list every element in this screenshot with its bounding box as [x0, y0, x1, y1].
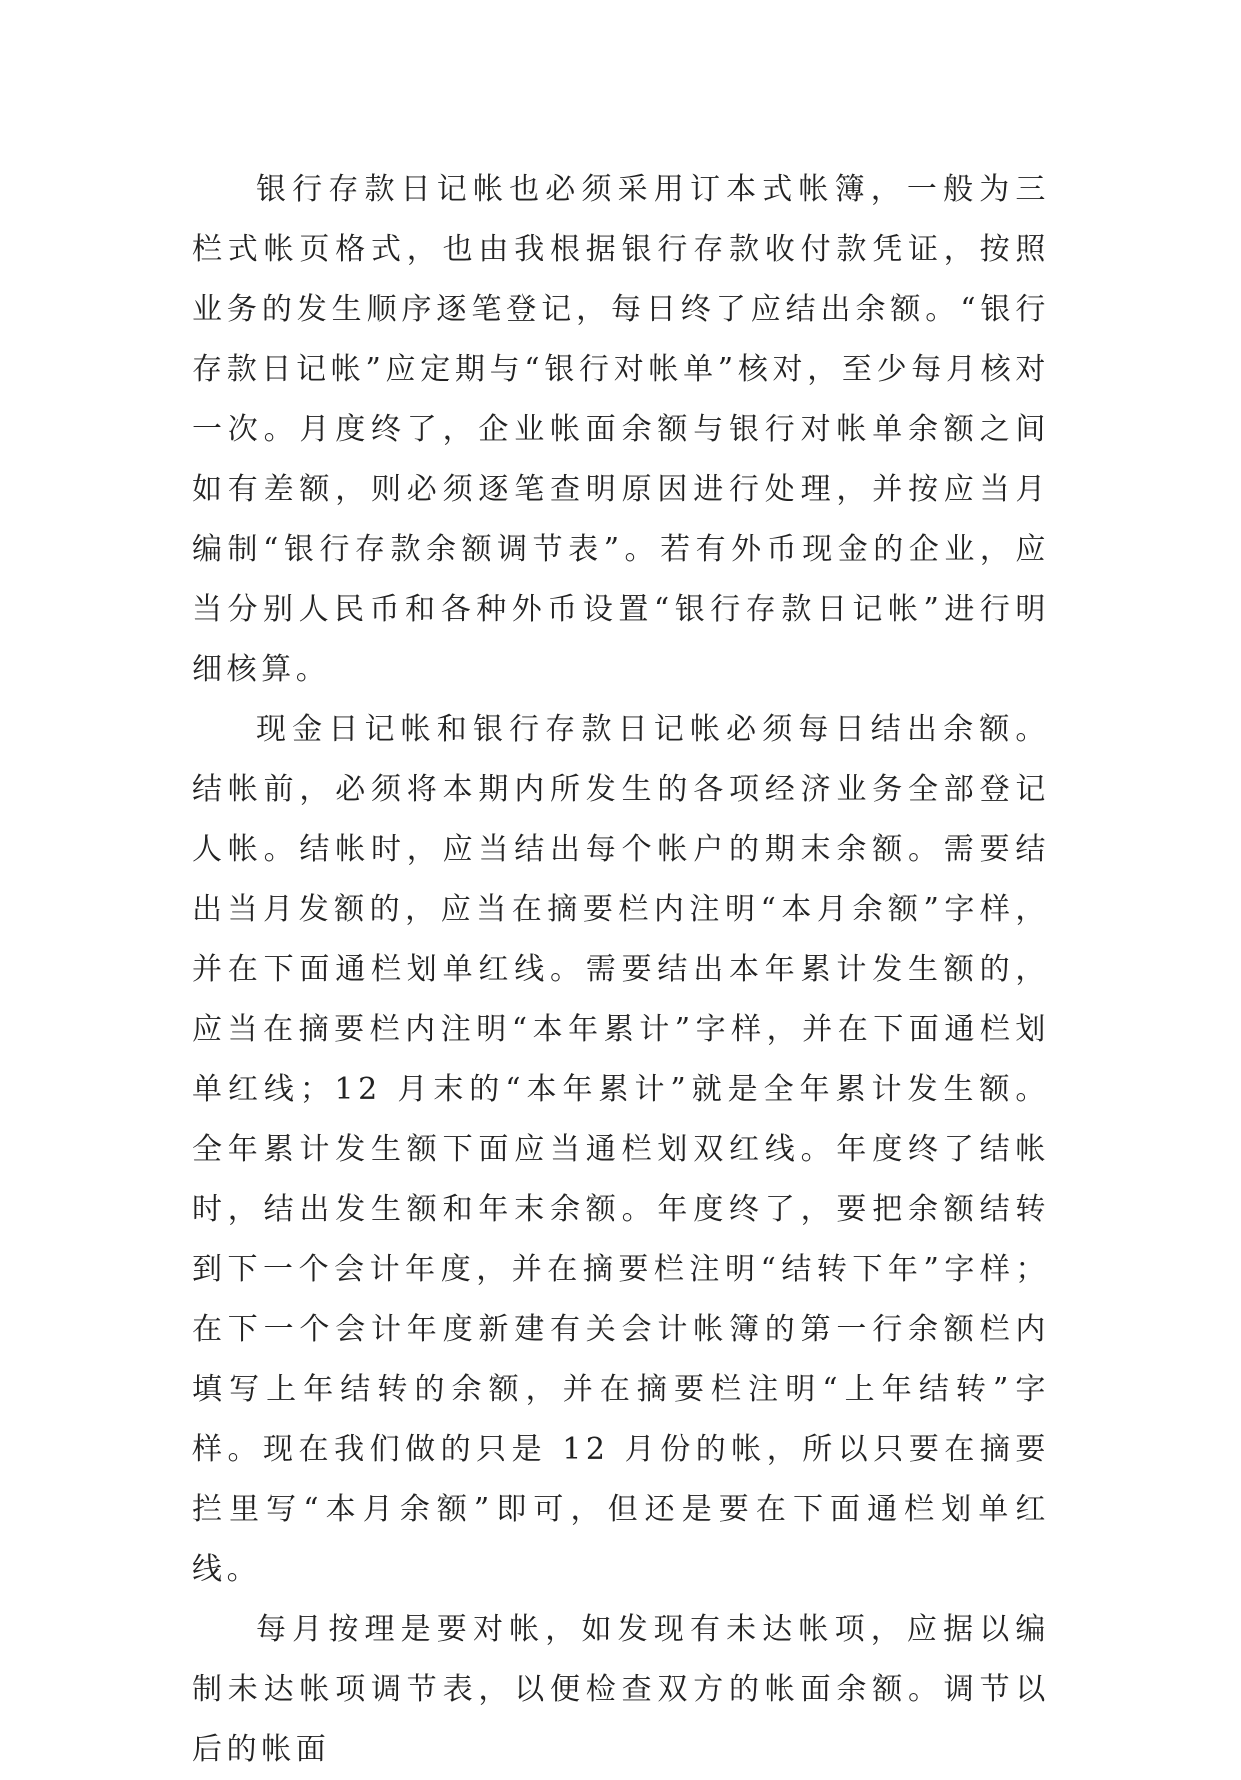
paragraph-bank-deposit-journal: 银行存款日记帐也必须采用订本式帐簿，一般为三栏式帐页格式，也由我根据银行存款收付款凭证，按照业务的发生顺序逐笔登记，每日终了应结出余额。“银行存款日记帐”应定期与“银行对帐单”核对，至少每月核对一次。月度终了，企业帐面余额与银行对帐单余额之间如有差额，则必须逐笔查明原因进行处理，并按应当月编制“银行存款余额调节表”。若有外币现金的企业，应当分别人民币和各种外币设置“银行存款日记帐”进行明细核算。 — [192, 172, 1050, 687]
paragraph-closing-accounts: 现金日记帐和银行存款日记帐必须每日结出余额。结帐前，必须将本期内所发生的各项经济业务全部登记人帐。结帐时，应当结出每个帐户的期末余额。需要结出当月发额的，应当在摘要栏内注明“本月余额”字样，并在下面通栏划单红线。需要结出本年累计发生额的，应当在摘要栏内注明“本年累计”字样，并在下面通栏划单红线；12 月末的“本年累计”就是全年累计发生额。全年累计发生额下面应当通栏划双红线。年度终了结帐时，结出发生额和年末余额。年度终了，要把余额结转到下一个会计年度，并在摘要栏注明“结转下年”字样；在下一个会计年度新建有关会计帐簿的第一行余额栏内填写上年结转的余额，并在摘要栏注明“上年结转”字样。现在我们做的只是 12 月份的帐，所以只要在摘要拦里写“本月余额”即可，但还是要在下面通栏划单红线。 — [192, 712, 1050, 1587]
paragraph-monthly-reconciliation: 每月按理是要对帐，如发现有未达帐项，应据以编制未达帐项调节表，以便检查双方的帐面余额。调节以后的帐面 — [192, 1612, 1050, 1767]
document-body — [192, 160, 1050, 1780]
